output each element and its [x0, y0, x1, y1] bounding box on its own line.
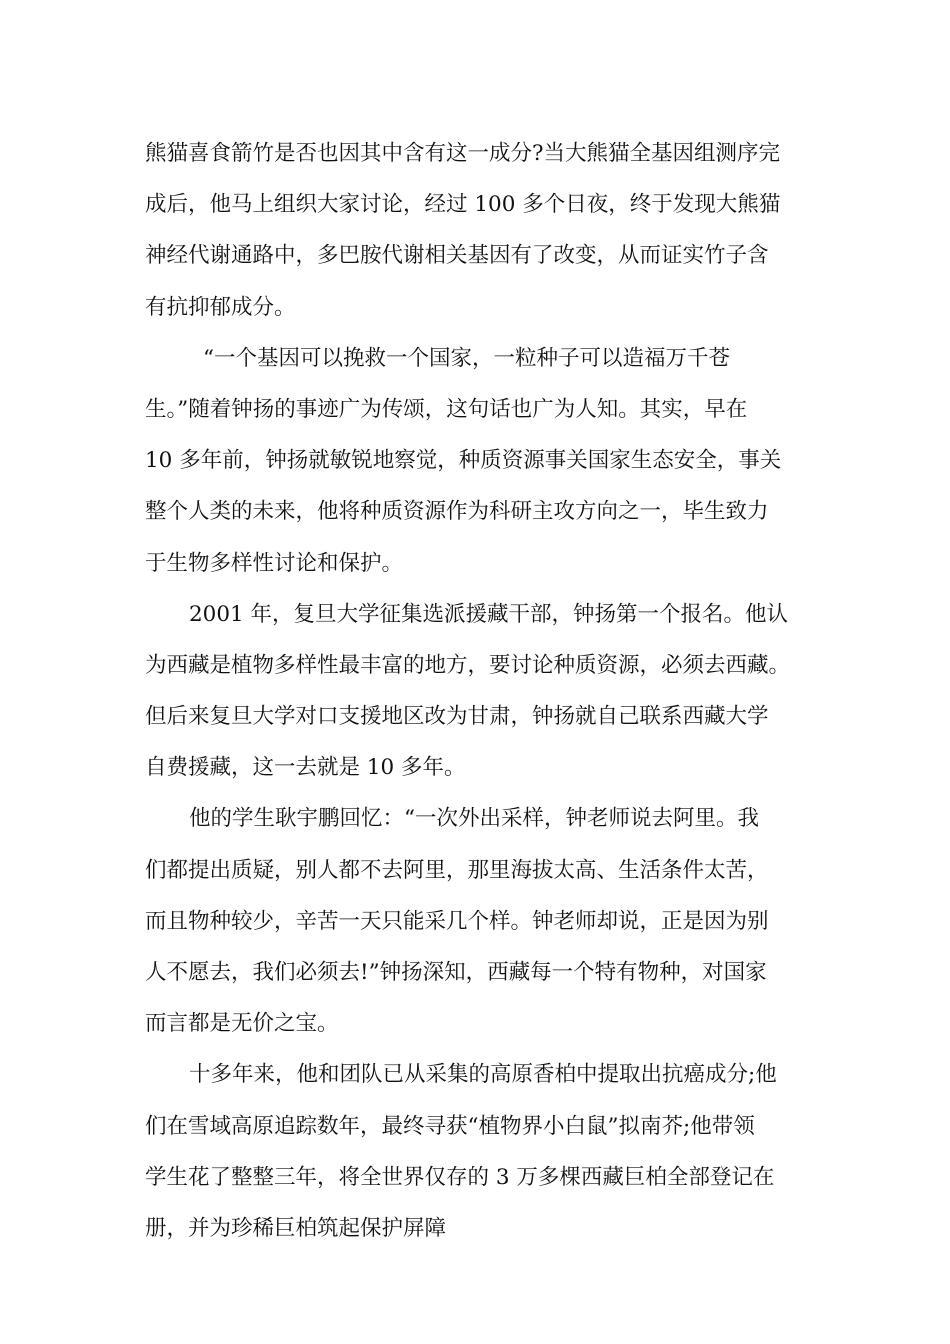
text-line: 成后，他马上组织大家讨论，经过 100 多个日夜，终于发现大熊猫: [145, 192, 781, 218]
text-line: 人不愿去，我们必须去!”钟扬深知，西藏每一个特有物种，对国家: [145, 960, 767, 985]
text-line: 于生物多样性讨论和保护。: [145, 550, 404, 576]
text-line: 册，并为珍稀巨柏筑起保护屏障: [145, 1215, 447, 1241]
text-line: 而且物种较少，辛苦一天只能采几个样。钟老师却说，正是因为别: [145, 908, 769, 934]
text-line: 生。”随着钟扬的事迹广为传颂，这句话也广为人知。其实，早在: [145, 396, 748, 422]
text-line: 学生花了整整三年，将全世界仅存的 3 万多棵西藏巨柏全部登记在: [145, 1164, 775, 1190]
paragraph-first-line: 2001 年，复旦大学征集选派援藏干部，钟扬第一个报名。他认: [189, 601, 789, 627]
text-line: 有抗抑郁成分。: [145, 294, 296, 320]
paragraph-first-line: 十多年来，他和团队已从采集的高原香柏中提取出抗癌成分;他: [189, 1062, 777, 1088]
text-line: 而言都是无价之宝。: [145, 1011, 339, 1037]
text-line: 们在雪域高原追踪数年，最终寻获“植物界小白鼠”拟南芥;他带领: [145, 1113, 755, 1139]
text-line: 为西藏是植物多样性最丰富的地方，要讨论种质资源，必须去西藏。: [145, 652, 791, 678]
paragraph-first-line: “一个基因可以挽救一个国家，一粒种子可以造福万千苍: [203, 345, 730, 371]
paragraph-first-line: 他的学生耿宇鹏回忆：“一次外出采样，钟老师说去阿里。我: [189, 806, 759, 832]
text-line: 但后来复旦大学对口支援地区改为甘肃，钟扬就自己联系西藏大学: [145, 704, 769, 730]
document-body: [145, 128, 815, 1254]
text-line: 神经代谢通路中，多巴胺代谢相关基因有了改变，从而证实竹子含: [145, 243, 769, 269]
text-line: 们都提出质疑，别人都不去阿里，那里海拔太高、生活条件太苦，: [145, 857, 769, 883]
text-line: 自费援藏，这一去就是 10 多年。: [145, 755, 466, 781]
text-line: 熊猫喜食箭竹是否也因其中含有这一成分?当大熊猫全基因组测序完: [145, 141, 781, 166]
text-line: 10 多年前，钟扬就敏锐地察觉，种质资源事关国家生态安全，事关: [145, 448, 782, 474]
text-line: 整个人类的未来，他将种质资源作为科研主攻方向之一，毕生致力: [145, 499, 769, 525]
